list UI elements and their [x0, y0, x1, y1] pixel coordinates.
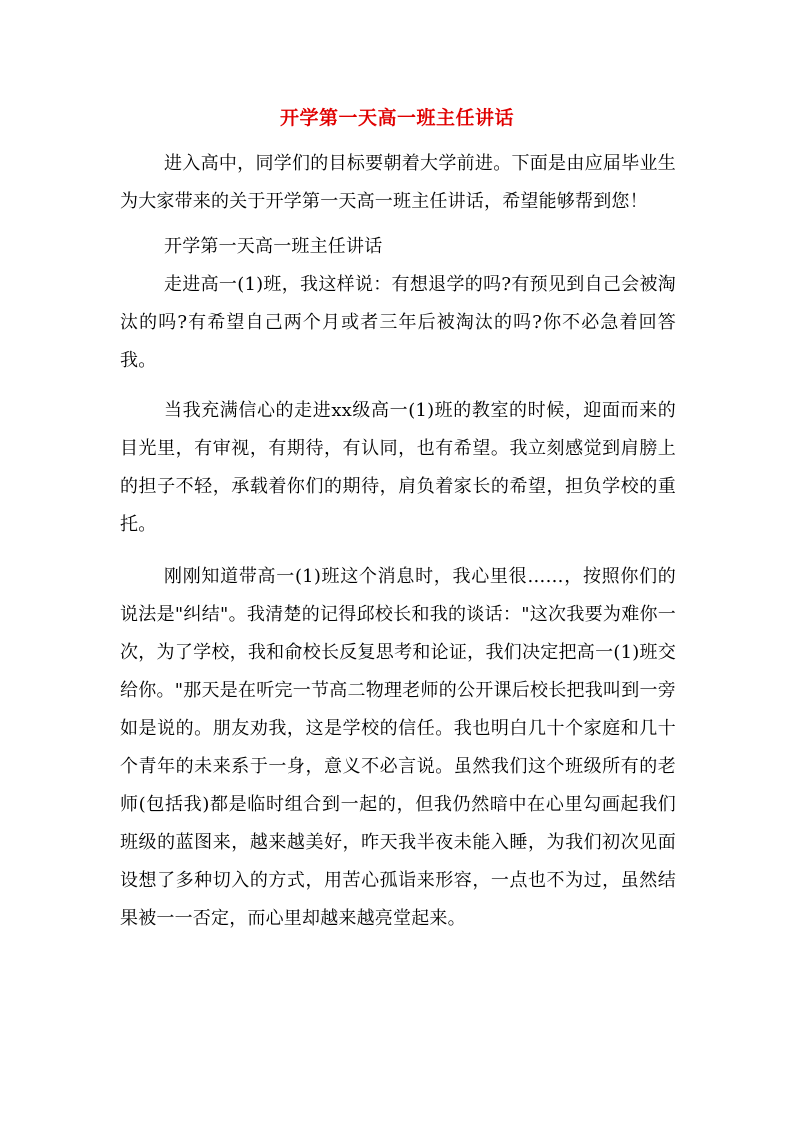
- document-title: 开学第一天高一班主任讲话: [279, 107, 514, 129]
- paragraph-intro: 进入高中，同学们的目标要朝着大学前进。下面是由应届毕业生为大家带来的关于开学第一天高一班主任讲话，希望能够帮到您！: [120, 153, 676, 212]
- paragraph-3: 刚刚知道带高一(1)班这个消息时，我心里很……，按照你们的说法是"纠结"。我清楚的记得邱校长和我的谈话："这次我要为难你一次，为了学校，我和俞校长反复思考和论证，我们决定把高一(1)班交给你。"那天是在听完一节高二物理老师的公开课后校长把我叫到一旁如是说的。朋友劝我，这是学校的信任。我也明白几十个家庭和几十个青年的未来系于一身，意义不必言说。虽然我们这个班级所有的老师(包括我)都是临时组合到一起的，但我仍然暗中在心里勾画起我们班级的蓝图来，越来越美好，昨天我半夜未能入睡，为我们初次见面设想了多种切入的方式，用苦心孤诣来形容，一点也不为过，虽然结果被一一否定，而心里却越来越亮堂起来。: [120, 566, 676, 929]
- paragraph-2: 当我充满信心的走进xx级高一(1)班的教室的时候，迎面而来的目光里，有审视，有期待，有认同，也有希望。我立刻感觉到肩膀上的担子不轻，承载着你们的期待，肩负着家长的希望，担负学校的重托。: [120, 400, 676, 535]
- paragraph-1: 走进高一(1)班，我这样说：有想退学的吗?有预见到自己会被淘汰的吗?有希望自己两个月或者三年后被淘汰的吗?你不必急着回答我。: [120, 274, 676, 371]
- paragraph-subheading: 开学第一天高一班主任讲话: [164, 236, 383, 257]
